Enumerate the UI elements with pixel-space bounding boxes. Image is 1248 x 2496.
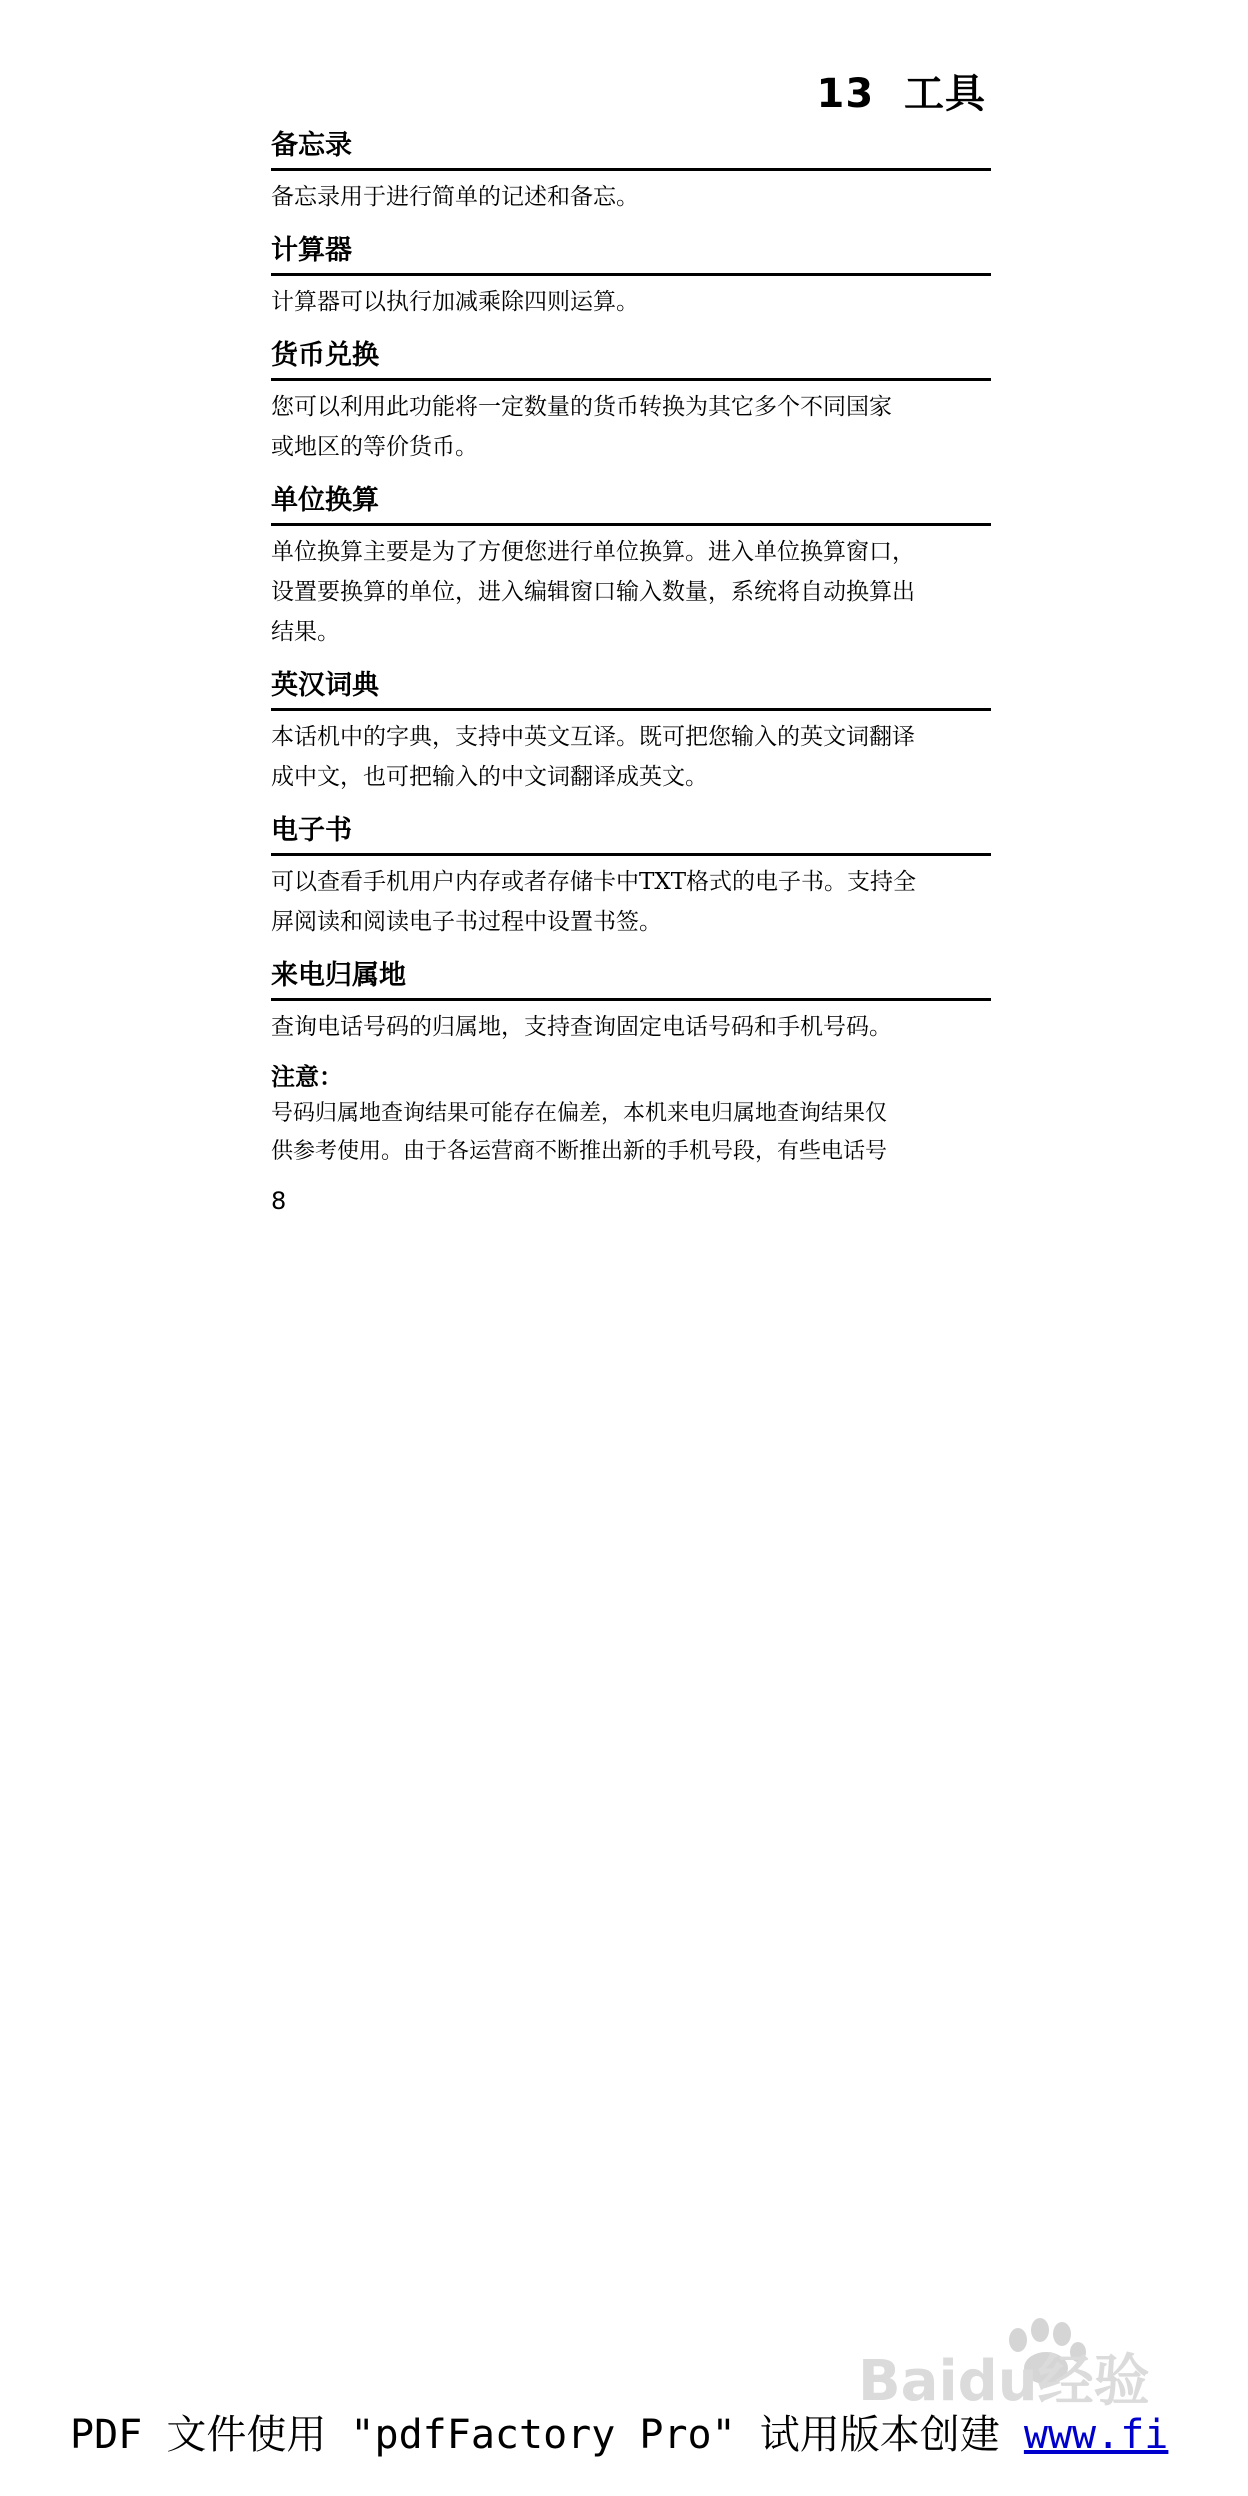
body-line: 结果。 [271,619,340,645]
pdf-factory-footer [70,2405,1248,2465]
body-line: 号码归属地查询结果可能存在偏差，本机来电归属地查询结果仅 [271,1101,888,1126]
footer-text: PDF 文件使用 "pdfFactory Pro" 试用版本创建 [70,2412,1024,2458]
section-memo [271,128,991,217]
baidu-jingyan-watermark [848,2300,1188,2410]
section-title: 单位换算 [271,483,991,526]
section-title: 来电归属地 [271,958,991,1001]
section-body [271,532,991,652]
chapter-header: 13 工具 [816,71,986,117]
body-line: 设置要换算的单位，进入编辑窗口输入数量，系统将自动换算出 [271,579,915,605]
section-currency [271,338,991,467]
body-line: 供参考使用。由于各运营商不断推出新的手机号段，有些电话号 [271,1139,888,1164]
body-line: 屏阅读和阅读电子书过程中设置书签。 [271,909,662,935]
section-unit-conversion [271,483,991,652]
footer-link[interactable]: www.fi [1023,2412,1169,2458]
body-line: 成中文，也可把输入的中文词翻译成英文。 [271,764,708,790]
section-body [271,177,991,217]
section-ebook [271,813,991,942]
body-line: 您可以利用此功能将一定数量的货币转换为其它多个不同国家 [271,394,892,420]
body-line: 可以查看手机用户内存或者存储卡中TXT格式的电子书。支持全 [271,869,917,895]
body-line: 单位换算主要是为了方便您进行单位换算。进入单位换算窗口， [271,539,915,565]
body-line: 计算器可以执行加减乘除四则运算。 [271,289,639,315]
body-line: 或地区的等价货币。 [271,434,478,460]
section-body [271,387,991,467]
section-title: 英汉词典 [271,668,991,711]
body-line: 备忘录用于进行简单的记述和备忘。 [271,184,639,210]
section-caller-location [271,958,991,1047]
section-calculator [271,233,991,322]
section-dictionary [271,668,991,797]
watermark-text: Baidu经验 [858,2349,1150,2410]
section-body [271,717,991,797]
page-number: 8 [271,1187,287,1215]
body-line: 查询电话号码的归属地，支持查询固定电话号码和手机号码。 [271,1014,892,1040]
page-content [271,128,991,1215]
section-title: 电子书 [271,813,991,856]
section-body [271,282,991,322]
section-title: 货币兑换 [271,338,991,381]
section-body [271,1007,991,1047]
note-body [271,1095,991,1171]
section-body [271,862,991,942]
body-line: 本话机中的字典，支持中英文互译。既可把您输入的英文词翻译 [271,724,915,750]
note [271,1059,991,1171]
note-title: 注意： [271,1063,343,1091]
section-title: 计算器 [271,233,991,276]
section-title: 备忘录 [271,128,991,171]
